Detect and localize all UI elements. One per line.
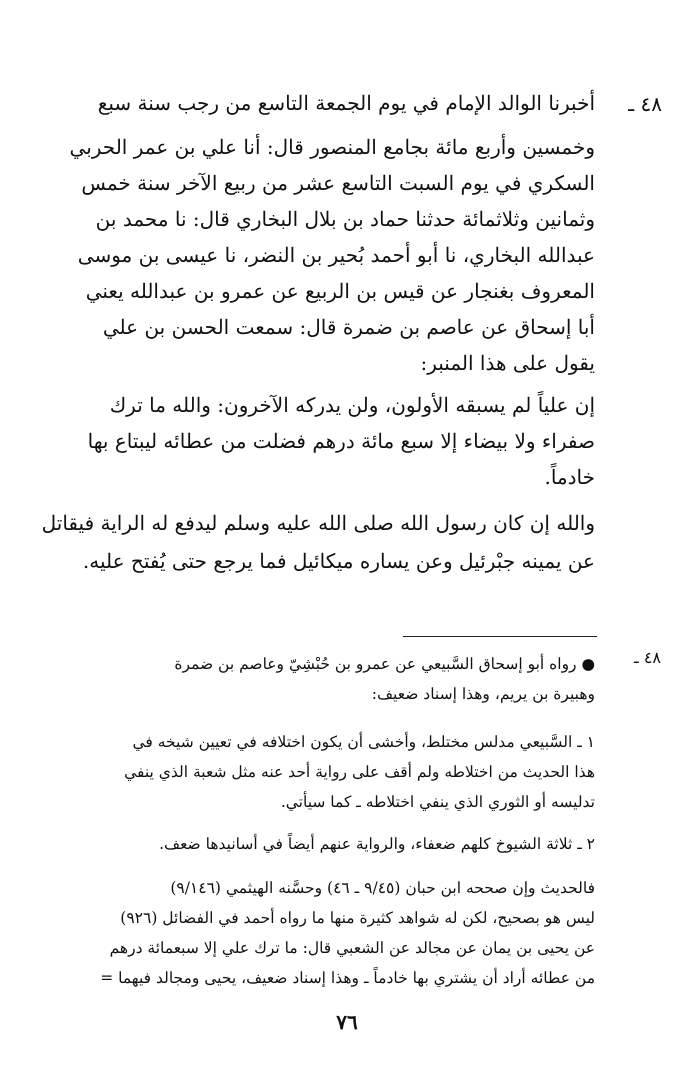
main-line: يقول على هذا المنبر: [420,351,595,375]
main-line: وخمسين وأربع مائة بجامع المنصور قال: أنا علي بن عمر الحربي [69,135,595,159]
footnote-line: تدليسه أو الثوري الذي ينفي اختلاطه ـ كما سيأتي. [280,793,595,811]
main-line: أبا إسحاق عن عاصم بن ضمرة قال: سمعت الحسن بن علي [102,315,595,339]
footnote-line: ١ ـ السَّبيعي مدلس مختلط، وأخشى أن يكون اختلافه في تعيين شيخه في [132,733,595,751]
footnote-line: فالحديث وإن صححه ابن حبان (٩/٤٥ ـ ٤٦) وحسَّنه الهيثمي (٩/١٤٦) [170,879,595,897]
footnote-divider [403,636,597,637]
main-line: خادماً. [544,465,595,489]
footnote-line: من عطائه أراد أن يشتري بها خادماً ـ وهذا إسناد ضعيف، يحيى ومجالد فيهما = [100,969,595,987]
entry-number: ٤٨ ـ [628,92,662,116]
footnote-line: ● رواه أبو إسحاق السَّبيعي عن عمرو بن حُبْشِيّ وعاصم بن ضمرة [174,655,595,673]
main-line: إن علياً لم يسبقه الأولون، ولن يدركه الآخرون: والله ما ترك [109,393,595,417]
main-line: المعروف بغنجار عن قيس بن الربيع عن عمرو بن عبدالله يعني [85,279,595,303]
footnote-line: هذا الحديث من اختلاطه ولم أقف على رواية أحد عنه مثل شعبة الذي ينفي [124,763,595,781]
footnote-line: ٢ ـ ثلاثة الشيوخ كلهم ضعفاء، والرواية عنهم أيضاً في أسانيدها ضعف. [159,835,595,853]
main-line: وثمانين وثلاثمائة حدثنا حماد بن بلال البخاري قال: نا محمد بن [95,207,595,231]
footnote-line: وهبيرة بن يريم، وهذا إسناد ضعيف: [371,685,595,703]
main-line: عن يمينه جبْرئيل وعن يساره ميكائيل فما يرجع حتى يُفتح عليه. [82,549,595,573]
main-line: أخبرنا الوالد الإمام في يوم الجمعة التاسع من رجب سنة سبع [97,91,595,115]
main-line: صفراء ولا بيضاء إلا سبع مائة درهم فضلت من عطائه ليبتاع بها [87,429,595,453]
page-number: ٧٦ [336,1010,358,1034]
footnote-number: ٤٨ ـ [634,648,661,667]
footnote-line: عن يحيى بن يمان عن مجالد عن الشعبي قال: ما ترك علي إلا سبعمائة درهم [109,939,595,957]
main-line: والله إن كان رسول الله صلى الله عليه وسلم ليدفع له الراية فيقاتل [41,511,595,535]
main-line: السكري في يوم السبت التاسع عشر من ربيع الآخر سنة خمس [81,171,595,195]
main-line: عبدالله البخاري، نا أبو أحمد بُحير بن النضر، نا عيسى بن موسى [77,243,595,267]
footnote-line: ليس هو بصحيح، لكن له شواهد كثيرة منها ما رواه أحمد في الفضائل (٩٢٦) [120,909,595,927]
